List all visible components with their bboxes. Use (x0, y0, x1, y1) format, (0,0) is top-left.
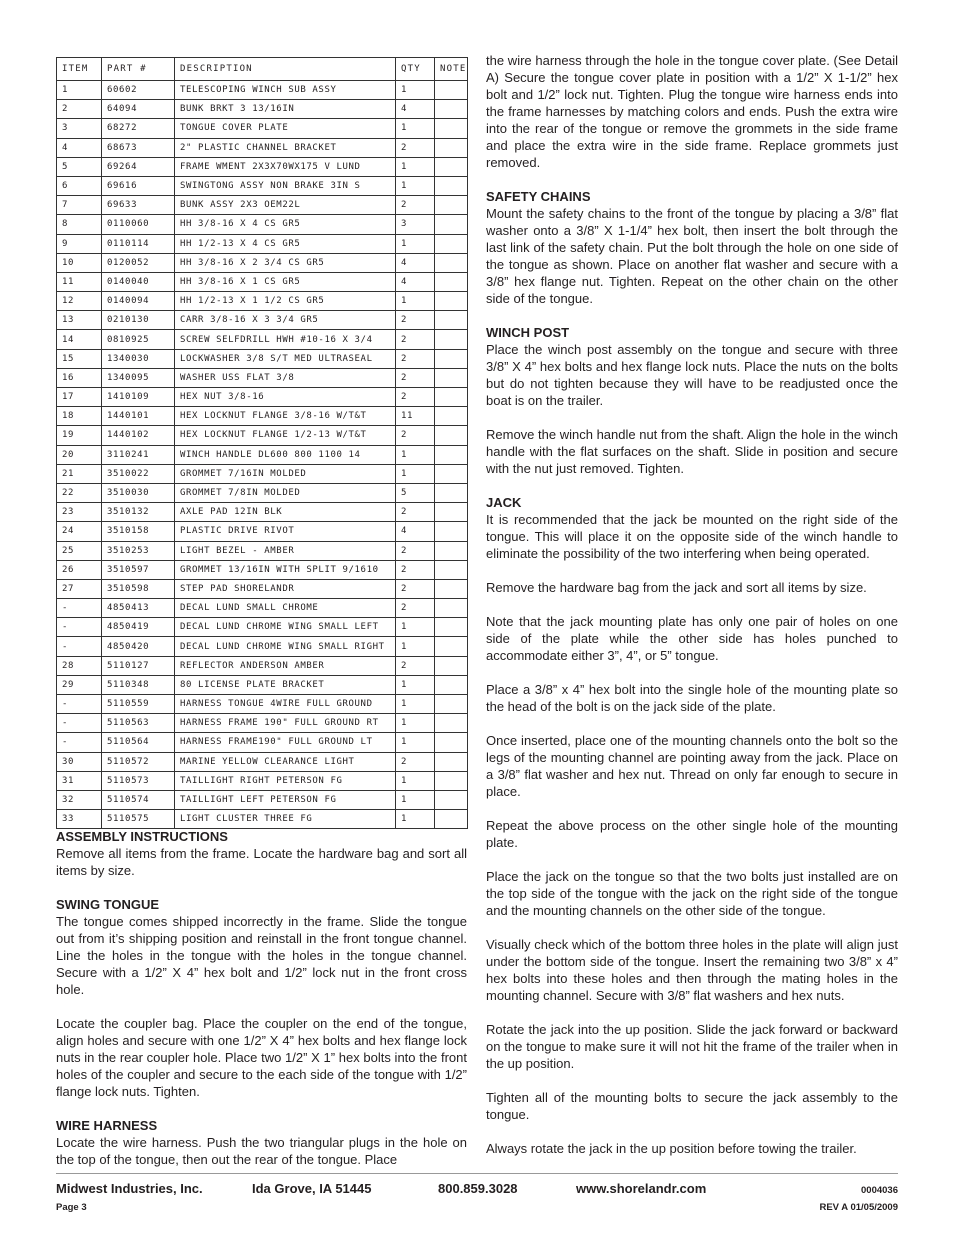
cell-description: LOCKWASHER 3/8 S/T MED ULTRASEAL (175, 349, 396, 368)
cell-qty: 2 (396, 656, 435, 675)
cell-qty: 1 (396, 695, 435, 714)
jack-paragraph-11: Always rotate the jack in the up position before towing the trailer. (486, 1141, 857, 1156)
table-row (57, 810, 468, 829)
cell-qty: 1 (396, 810, 435, 829)
cell-note (435, 675, 468, 694)
cell-qty: 1 (396, 771, 435, 790)
table-row (57, 330, 468, 349)
cell-description: 80 LICENSE PLATE BRACKET (175, 675, 396, 694)
cell-item: 19 (57, 426, 102, 445)
cell-qty: 2 (396, 599, 435, 618)
cell-qty: 1 (396, 675, 435, 694)
left-text-column (56, 828, 467, 1168)
cell-item: 20 (57, 445, 102, 464)
cell-description: TAILLIGHT RIGHT PETERSON FG (175, 771, 396, 790)
cell-item: 18 (57, 407, 102, 426)
cell-item: 10 (57, 253, 102, 272)
cell-note (435, 368, 468, 387)
cell-description: HH 3/8-16 X 4 CS GR5 (175, 215, 396, 234)
cell-item: 6 (57, 176, 102, 195)
cell-item: 33 (57, 810, 102, 829)
cell-qty: 1 (396, 292, 435, 311)
cell-note (435, 618, 468, 637)
cell-note (435, 253, 468, 272)
cell-description: PLASTIC DRIVE RIVOT (175, 522, 396, 541)
cell-description: BUNK BRKT 3 13/16IN (175, 100, 396, 119)
cell-description: LIGHT BEZEL - AMBER (175, 541, 396, 560)
cell-part-number: 5110127 (102, 656, 175, 675)
table-row (57, 253, 468, 272)
cell-part-number: 69616 (102, 176, 175, 195)
cell-item: 3 (57, 119, 102, 138)
cell-description: LIGHT CLUSTER THREE FG (175, 810, 396, 829)
cell-note (435, 272, 468, 291)
winch-post-paragraph-1: Place the winch post assembly on the tongue and secure with three 3/8” X 4” hex bolts and hex flange lock nuts. Place the nuts on the bolts but do not tighten because they will have to be readjusted once the boat is on the trailer. (486, 342, 898, 408)
swing-tongue-paragraph-2: Locate the coupler bag. Place the coupler on the end of the tongue, align holes and secure with one 1/2” X 4” hex bolts and hex flange lock nuts in the rear coupler hole. Place two 1/2” X 1” hex bolts into the front holes of the coupler and secure to the each side of the tongue with 1/2” flange lock nuts. Tighten. (56, 1016, 467, 1099)
cell-part-number: 0110114 (102, 234, 175, 253)
cell-description: HEX NUT 3/8-16 (175, 388, 396, 407)
jack-paragraph-10: Tighten all of the mounting bolts to secure the jack assembly to the tongue. (486, 1090, 898, 1122)
cell-description: WINCH HANDLE DL600 800 1100 14 (175, 445, 396, 464)
cell-description: DECAL LUND SMALL CHROME (175, 599, 396, 618)
wire-harness-heading: WIRE HARNESS (56, 1118, 158, 1133)
cell-part-number: 1340095 (102, 368, 175, 387)
cell-item: 12 (57, 292, 102, 311)
cell-description: STEP PAD SHORELANDR (175, 579, 396, 598)
table-row (57, 81, 468, 100)
footer-website: www.shorelandr.com (576, 1181, 707, 1196)
cell-description: HARNESS FRAME 190" FULL GROUND RT (175, 714, 396, 733)
cell-note (435, 503, 468, 522)
cell-description: HH 1/2-13 X 1 1/2 CS GR5 (175, 292, 396, 311)
jack-paragraph-2: Remove the hardware bag from the jack and sort all items by size. (486, 580, 867, 595)
header-qty: QTY (396, 58, 435, 81)
cell-description: REFLECTOR ANDERSON AMBER (175, 656, 396, 675)
cell-description: HARNESS TONGUE 4WIRE FULL GROUND (175, 695, 396, 714)
table-row (57, 733, 468, 752)
cell-note (435, 733, 468, 752)
cell-qty: 2 (396, 330, 435, 349)
cell-qty: 2 (396, 138, 435, 157)
table-row (57, 637, 468, 656)
cell-note (435, 541, 468, 560)
cell-description: HH 3/8-16 X 1 CS GR5 (175, 272, 396, 291)
cell-item: 17 (57, 388, 102, 407)
cell-description: TONGUE COVER PLATE (175, 119, 396, 138)
cell-note (435, 234, 468, 253)
winch-post-paragraph-2: Remove the winch handle nut from the shaft. Align the hole in the winch handle with the flat surfaces on the shaft. Slide in position and secure with the nut just removed. Tighten. (486, 427, 898, 476)
cell-note (435, 714, 468, 733)
cell-description: MARINE YELLOW CLEARANCE LIGHT (175, 752, 396, 771)
cell-item: - (57, 637, 102, 656)
cell-part-number: 5110573 (102, 771, 175, 790)
header-note: NOTE (435, 58, 468, 81)
swing-tongue-heading: SWING TONGUE (56, 897, 160, 912)
cell-note (435, 330, 468, 349)
table-row (57, 407, 468, 426)
cell-part-number: 3510253 (102, 541, 175, 560)
cell-qty: 2 (396, 752, 435, 771)
cell-item: - (57, 618, 102, 637)
cell-description: SCREW SELFDRILL HWH #10-16 X 3/4 (175, 330, 396, 349)
cell-part-number: 5110574 (102, 790, 175, 809)
cell-description: CARR 3/8-16 X 3 3/4 GR5 (175, 311, 396, 330)
cell-item: 5 (57, 157, 102, 176)
cell-part-number: 3510598 (102, 579, 175, 598)
cell-part-number: 4850413 (102, 599, 175, 618)
cell-note (435, 790, 468, 809)
cell-note (435, 771, 468, 790)
cell-part-number: 64094 (102, 100, 175, 119)
cell-description: GROMMET 13/16IN WITH SPLIT 9/1610 (175, 560, 396, 579)
cell-qty: 1 (396, 81, 435, 100)
assembly-heading: ASSEMBLY INSTRUCTIONS (56, 829, 228, 844)
footer-company: Midwest Industries, Inc. (56, 1181, 203, 1196)
cell-item: 22 (57, 483, 102, 502)
parts-table-body (57, 81, 468, 829)
table-row (57, 234, 468, 253)
cell-item: 2 (57, 100, 102, 119)
cell-qty: 1 (396, 119, 435, 138)
cell-qty: 4 (396, 272, 435, 291)
cell-part-number: 3510158 (102, 522, 175, 541)
cell-note (435, 426, 468, 445)
jack-heading: JACK (486, 495, 522, 510)
safety-chains-heading: SAFETY CHAINS (486, 189, 591, 204)
cell-qty: 4 (396, 100, 435, 119)
cell-note (435, 483, 468, 502)
cell-description: DECAL LUND CHROME WING SMALL RIGHT (175, 637, 396, 656)
cell-qty: 1 (396, 176, 435, 195)
cell-note (435, 349, 468, 368)
cell-description: WASHER USS FLAT 3/8 (175, 368, 396, 387)
cell-description: AXLE PAD 12IN BLK (175, 503, 396, 522)
cell-qty: 2 (396, 349, 435, 368)
cell-qty: 1 (396, 637, 435, 656)
cell-item: - (57, 714, 102, 733)
header-item: ITEM (57, 58, 102, 81)
cell-part-number: 1440101 (102, 407, 175, 426)
cell-qty: 3 (396, 215, 435, 234)
cell-note (435, 579, 468, 598)
cell-qty: 1 (396, 157, 435, 176)
cell-item: - (57, 695, 102, 714)
cell-item: 7 (57, 196, 102, 215)
cell-item: - (57, 599, 102, 618)
jack-paragraph-1: It is recommended that the jack be mounted on the right side of the tongue. This will place it on the opposite side of the winch handle to eliminate the possibility of the two interfering when being operated. (486, 512, 898, 561)
cell-part-number: 5110348 (102, 675, 175, 694)
cell-description: TELESCOPING WINCH SUB ASSY (175, 81, 396, 100)
table-row (57, 752, 468, 771)
cell-item: 23 (57, 503, 102, 522)
cell-part-number: 0140094 (102, 292, 175, 311)
cell-part-number: 69633 (102, 196, 175, 215)
cell-part-number: 60602 (102, 81, 175, 100)
cell-description: TAILLIGHT LEFT PETERSON FG (175, 790, 396, 809)
table-row (57, 599, 468, 618)
table-row (57, 483, 468, 502)
table-row (57, 292, 468, 311)
cell-note (435, 752, 468, 771)
table-row (57, 464, 468, 483)
jack-paragraph-5: Once inserted, place one of the mounting channels onto the bolt so the legs of the mounting channel are pointing away from the jack. Place on a 3/8” flat washer and hex nut. Thread on only far enough to secure in place. (486, 733, 898, 799)
cell-item: 15 (57, 349, 102, 368)
parts-list-table (56, 57, 468, 829)
cell-qty: 2 (396, 388, 435, 407)
cell-note (435, 522, 468, 541)
cell-qty: 2 (396, 503, 435, 522)
cell-note (435, 157, 468, 176)
cell-description: GROMMET 7/16IN MOLDED (175, 464, 396, 483)
cell-note (435, 695, 468, 714)
cell-item: 25 (57, 541, 102, 560)
cell-part-number: 69264 (102, 157, 175, 176)
cell-part-number: 3510597 (102, 560, 175, 579)
cell-part-number: 4850419 (102, 618, 175, 637)
cell-part-number: 5110575 (102, 810, 175, 829)
cell-qty: 1 (396, 234, 435, 253)
cell-part-number: 1340030 (102, 349, 175, 368)
cell-note (435, 388, 468, 407)
jack-paragraph-6: Repeat the above process on the other single hole of the mounting plate. (486, 818, 898, 850)
cell-description: HH 1/2-13 X 4 CS GR5 (175, 234, 396, 253)
cell-item: 11 (57, 272, 102, 291)
footer-page-number: Page 3 (56, 1202, 87, 1213)
cell-part-number: 0110060 (102, 215, 175, 234)
cell-note (435, 407, 468, 426)
footer-city: Ida Grove, IA 51445 (252, 1181, 372, 1196)
cell-item: 4 (57, 138, 102, 157)
cell-item: 8 (57, 215, 102, 234)
cell-qty: 2 (396, 426, 435, 445)
cell-qty: 2 (396, 560, 435, 579)
table-row (57, 426, 468, 445)
cell-item: 30 (57, 752, 102, 771)
table-row (57, 100, 468, 119)
cell-description: BUNK ASSY 2X3 OEM22L (175, 196, 396, 215)
table-row (57, 138, 468, 157)
cell-part-number: 3510030 (102, 483, 175, 502)
cell-description: GROMMET 7/8IN MOLDED (175, 483, 396, 502)
jack-paragraph-4: Place a 3/8” x 4” hex bolt into the single hole of the mounting plate so the head of the bolt is on the jack side of the plate. (486, 682, 898, 714)
cell-qty: 4 (396, 253, 435, 272)
cell-part-number: 3510022 (102, 464, 175, 483)
table-row (57, 522, 468, 541)
table-row (57, 119, 468, 138)
cell-qty: 2 (396, 368, 435, 387)
cell-note (435, 656, 468, 675)
cell-qty: 1 (396, 464, 435, 483)
cell-qty: 1 (396, 714, 435, 733)
cell-qty: 5 (396, 483, 435, 502)
cell-note (435, 311, 468, 330)
table-row (57, 215, 468, 234)
jack-paragraph-9: Rotate the jack into the up position. Slide the jack forward or backward on the tongue to make sure it will not hit the frame of the trailer when in the up position. (486, 1022, 898, 1071)
table-row (57, 771, 468, 790)
cell-part-number: 68272 (102, 119, 175, 138)
cell-qty: 2 (396, 579, 435, 598)
cell-note (435, 560, 468, 579)
header-part-number: PART # (102, 58, 175, 81)
cell-description: SWINGTONG ASSY NON BRAKE 3IN S (175, 176, 396, 195)
cell-note (435, 445, 468, 464)
cell-part-number: 4850420 (102, 637, 175, 656)
table-row (57, 790, 468, 809)
cell-part-number: 1440102 (102, 426, 175, 445)
cell-note (435, 138, 468, 157)
cell-part-number: 0810925 (102, 330, 175, 349)
cell-item: 24 (57, 522, 102, 541)
cell-qty: 4 (396, 522, 435, 541)
cell-note (435, 196, 468, 215)
cell-description: HEX LOCKNUT FLANGE 1/2-13 W/T&T (175, 426, 396, 445)
header-description: DESCRIPTION (175, 58, 396, 81)
cell-description: HEX LOCKNUT FLANGE 3/8-16 W/T&T (175, 407, 396, 426)
cell-item: 28 (57, 656, 102, 675)
jack-paragraph-3: Note that the jack mounting plate has only one pair of holes on one side of the plate while the other side has holes punched to accommodate either 3”, 4”, or 5” tongue. (486, 614, 898, 663)
cell-note (435, 100, 468, 119)
table-row (57, 349, 468, 368)
cell-part-number: 68673 (102, 138, 175, 157)
cell-item: 31 (57, 771, 102, 790)
table-row (57, 196, 468, 215)
table-row (57, 541, 468, 560)
footer-revision: REV A 01/05/2009 (819, 1202, 898, 1213)
cell-item: 9 (57, 234, 102, 253)
footer-divider (56, 1173, 898, 1174)
cell-qty: 11 (396, 407, 435, 426)
cell-note (435, 464, 468, 483)
cell-note (435, 810, 468, 829)
cell-item: 32 (57, 790, 102, 809)
table-row (57, 368, 468, 387)
table-row (57, 272, 468, 291)
table-row (57, 618, 468, 637)
cell-item: 26 (57, 560, 102, 579)
table-row (57, 445, 468, 464)
cell-item: - (57, 733, 102, 752)
footer-phone: 800.859.3028 (438, 1181, 518, 1196)
safety-chains-paragraph: Mount the safety chains to the front of the tongue by placing a 3/8” flat washer onto a 3/8” X 1-1/4” hex bolt, then insert the bolt through the last link of the safety chain. Put the bolt through the hole on one side of the tongue as shown. Place on another flat washer and secure with a 3/8” hex flange nut. Tighten. Repeat on the other chain on the other side of the tongue. (486, 206, 898, 306)
cell-note (435, 215, 468, 234)
cell-part-number: 3110241 (102, 445, 175, 464)
cell-qty: 1 (396, 790, 435, 809)
cell-note (435, 81, 468, 100)
cell-item: 27 (57, 579, 102, 598)
table-row (57, 176, 468, 195)
table-row (57, 311, 468, 330)
cell-qty: 2 (396, 196, 435, 215)
cell-note (435, 119, 468, 138)
cell-qty: 2 (396, 311, 435, 330)
winch-post-heading: WINCH POST (486, 325, 570, 340)
table-row (57, 656, 468, 675)
cell-part-number: 0120052 (102, 253, 175, 272)
cell-description: 2" PLASTIC CHANNEL BRACKET (175, 138, 396, 157)
cell-description: FRAME WMENT 2X3X70WX175 V LUND (175, 157, 396, 176)
cell-note (435, 176, 468, 195)
footer-doc-number: 0004036 (861, 1185, 898, 1196)
table-row (57, 503, 468, 522)
cell-note (435, 637, 468, 656)
cell-item: 21 (57, 464, 102, 483)
cell-item: 29 (57, 675, 102, 694)
jack-paragraph-7: Place the jack on the tongue so that the two bolts just installed are on the top side of the tongue with the jack on the right side of the tongue and the mounting channels on the other side of the tongue. (486, 869, 898, 918)
table-row (57, 675, 468, 694)
cell-qty: 2 (396, 541, 435, 560)
wire-harness-paragraph-continued: the wire harness through the hole in the tongue cover plate. (See Detail A) Secure the tongue cover plate in position with a 1/2” X 1-1/2” hex bolt and 1/2” lock nut. Tighten. Plug the tongue wire harness ends into the frame harnesses by matching colors and ends. Push the extra wire into the rear of the tongue or remove the grommets in the side frame and place the extra wire in the side frame. Replace grommets just removed. (486, 53, 898, 170)
table-row (57, 695, 468, 714)
cell-part-number: 5110564 (102, 733, 175, 752)
cell-part-number: 0140040 (102, 272, 175, 291)
cell-part-number: 5110563 (102, 714, 175, 733)
table-row (57, 157, 468, 176)
cell-qty: 1 (396, 445, 435, 464)
cell-item: 14 (57, 330, 102, 349)
cell-part-number: 1410109 (102, 388, 175, 407)
cell-description: HARNESS FRAME190" FULL GROUND LT (175, 733, 396, 752)
cell-item: 13 (57, 311, 102, 330)
assembly-paragraph: Remove all items from the frame. Locate the hardware bag and sort all items by size. (56, 846, 467, 878)
table-row (57, 579, 468, 598)
cell-description: DECAL LUND CHROME WING SMALL LEFT (175, 618, 396, 637)
cell-part-number: 3510132 (102, 503, 175, 522)
table-row (57, 388, 468, 407)
swing-tongue-paragraph-1: The tongue comes shipped incorrectly in the frame. Slide the tongue out from it’s shipping position and reinstall in the front tongue channel. Line the holes in the tongue with the holes in the tongue channel. Secure with a 1/2” X 4” hex bolt and 1/2” lock nut in the front cross hole. (56, 914, 467, 997)
cell-part-number: 5110572 (102, 752, 175, 771)
cell-note (435, 292, 468, 311)
right-text-column (486, 52, 898, 1157)
cell-item: 16 (57, 368, 102, 387)
cell-qty: 1 (396, 618, 435, 637)
cell-part-number: 0210130 (102, 311, 175, 330)
cell-note (435, 599, 468, 618)
cell-qty: 1 (396, 733, 435, 752)
jack-paragraph-8: Visually check which of the bottom three holes in the plate will align just under the bottom side of the tongue. Insert the remaining two 3/8” x 4” hex bolts into these holes and then through the mating holes in the mounting channel. Secure with 3/8” flat washers and hex nuts. (486, 937, 898, 1003)
cell-description: HH 3/8-16 X 2 3/4 CS GR5 (175, 253, 396, 272)
wire-harness-paragraph: Locate the wire harness. Push the two triangular plugs in the hole on the top of the tongue, then out the rear of the tongue. Place (56, 1135, 467, 1167)
table-header-row (57, 58, 468, 81)
table-row (57, 560, 468, 579)
cell-item: 1 (57, 81, 102, 100)
cell-part-number: 5110559 (102, 695, 175, 714)
table-row (57, 714, 468, 733)
